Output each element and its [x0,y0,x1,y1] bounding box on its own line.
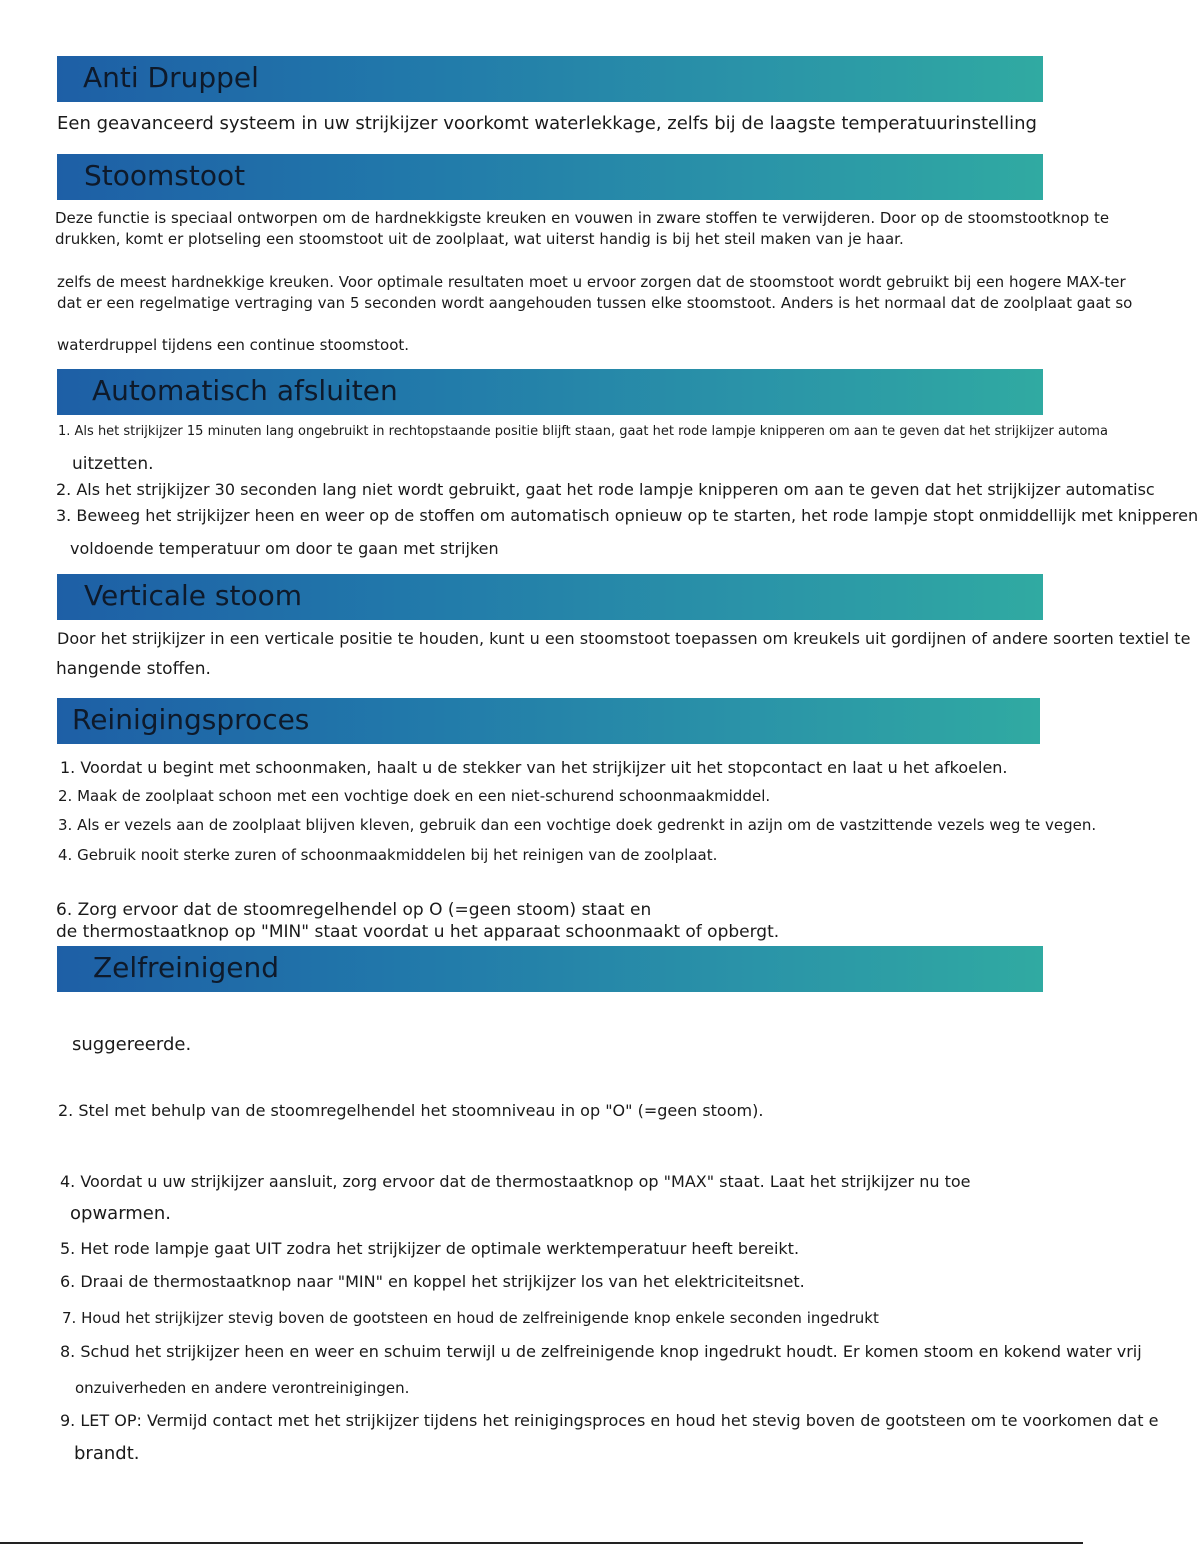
section-title: Stoomstoot [84,159,246,192]
paragraph: Een geavanceerd systeem in uw strijkijzer voorkomt waterlekkage, zelfs bij de laagste temperatuurinstelling [57,113,1037,134]
list-item: 5. Het rode lampje gaat UIT zodra het strijkijzer de optimale werktemperatuur heeft bereikt. [60,1239,800,1258]
list-item: 6. Zorg ervoor dat de stoomregelhendel op O (=geen stoom) staat en [56,900,652,920]
list-item: 7. Houd het strijkijzer stevig boven de gootsteen en houd de zelfreinigende knop enkele seconden ingedrukt [62,1309,879,1327]
list-item: 9. LET OP: Vermijd contact met het strijkijzer tijdens het reinigingsproces en houd het stevig boven de gootsteen om te voorkomen dat e [60,1411,1159,1430]
list-item: 2. Als het strijkijzer 30 seconden lang niet wordt gebruikt, gaat het rode lampje knipperen om aan te geven dat het strijkijzer automatisc [56,480,1155,499]
list-item: 3. Beweeg het strijkijzer heen en weer op de stoffen om automatisch opnieuw op te starten, het rode lampje stopt onmiddellijk met knipperen [56,506,1198,525]
section-title: Zelfreinigend [93,951,279,984]
paragraph-line: zelfs de meest hardnekkige kreuken. Voor optimale resultaten moet u ervoor zorgen dat de stoomstoot wordt gebruikt bij een hogere MAX-ter [57,273,1126,291]
paragraph-line: dat er een regelmatige vertraging van 5 seconden wordt aangehouden tussen elke stoomstoot. Anders is het normaal dat de zoolplaat gaat so [57,294,1133,312]
paragraph-line: drukken, komt er plotseling een stoomstoot uit de zoolplaat, wat uiterst handig is bij het steil maken van je haar. [55,230,904,248]
section-banner-zelfreinigend [57,946,1043,992]
list-item: 2. Stel met behulp van de stoomregelhendel het stoomniveau in op "O" (=geen stoom). [58,1101,764,1120]
section-title: Anti Druppel [83,61,259,94]
paragraph-line: Deze functie is speciaal ontworpen om de hardnekkigste kreuken en vouwen in zware stoffen te verwijderen. Door op de stoomstootknop te [55,209,1110,227]
list-item-continuation: uitzetten. [72,454,154,474]
paragraph-line: hangende stoffen. [56,659,211,679]
list-item-continuation: onzuiverheden en andere verontreinigingen. [75,1379,410,1397]
list-item-continuation: opwarmen. [70,1203,172,1224]
paragraph-line: waterdruppel tijdens een continue stoomstoot. [57,336,410,354]
list-item: 6. Draai de thermostaatknop naar "MIN" en koppel het strijkijzer los van het elektriciteitsnet. [60,1272,805,1291]
list-item-continuation: suggereerde. [72,1034,192,1055]
section-banner-reinigingsproces [57,698,1040,744]
section-title: Verticale stoom [84,579,303,612]
section-banner-stoomstoot [57,154,1043,200]
paragraph-line: Door het strijkijzer in een verticale positie te houden, kunt u een stoomstoot toepassen om kreukels uit gordijnen of andere soorten textiel te [57,629,1191,648]
list-item: 4. Voordat u uw strijkijzer aansluit, zorg ervoor dat de thermostaatknop op "MAX" staat. Laat het strijkijzer nu toe [60,1172,971,1191]
list-item: 8. Schud het strijkijzer heen en weer en schuim terwijl u de zelfreinigende knop ingedrukt houdt. Er komen stoom en kokend water vrij [60,1342,1142,1361]
list-item: 3. Als er vezels aan de zoolplaat blijven kleven, gebruik dan een vochtige doek gedrenkt in azijn om de vastzittende vezels weg te vegen. [58,816,1097,834]
list-item-continuation: brandt. [74,1443,140,1464]
list-item: 1. Voordat u begint met schoonmaken, haalt u de stekker van het strijkijzer uit het stopcontact en laat u het afkoelen. [60,758,1008,777]
section-banner-anti-druppel [57,56,1043,102]
list-item: 1. Als het strijkijzer 15 minuten lang ongebruikt in rechtopstaande positie blijft staan, gaat het rode lampje knipperen om aan te geven dat het strijkijzer automa [58,424,1108,439]
section-title: Reinigingsproces [72,703,310,736]
list-item: 2. Maak de zoolplaat schoon met een vochtige doek en een niet-schurend schoonmaakmiddel. [58,787,771,805]
section-banner-verticale-stoom [57,574,1043,620]
list-item-continuation: voldoende temperatuur om door te gaan met strijken [70,539,499,558]
list-item: 4. Gebruik nooit sterke zuren of schoonmaakmiddelen bij het reinigen van de zoolplaat. [58,846,718,864]
section-title: Automatisch afsluiten [92,374,398,407]
list-item-continuation: de thermostaatknop op "MIN" staat voordat u het apparaat schoonmaakt of opbergt. [56,922,780,942]
section-banner-automatisch-afsluiten [57,369,1043,415]
